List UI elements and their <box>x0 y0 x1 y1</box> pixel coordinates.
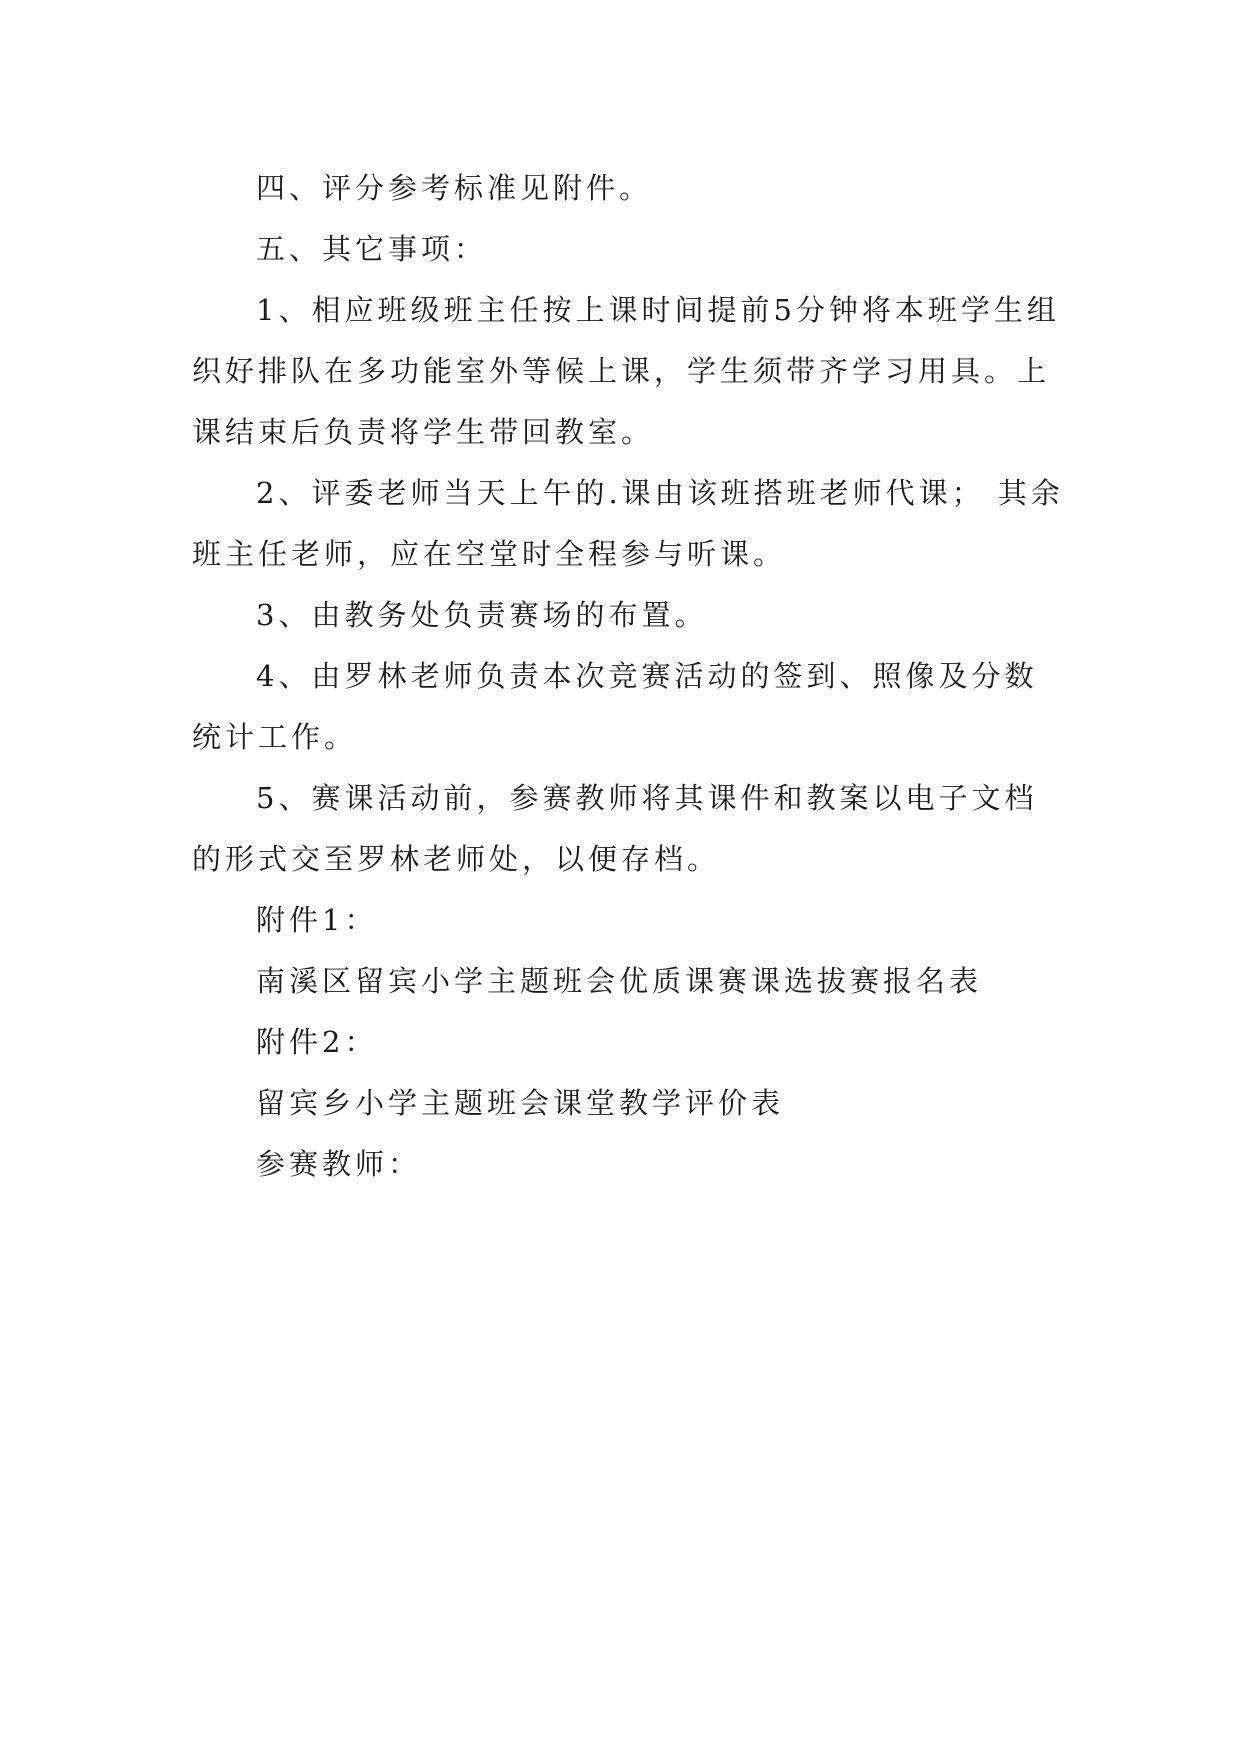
item-2-paragraph: 2、评委老师当天上午的.课由该班搭班老师代课； 其余班主任老师，应在空堂时全程参与听课。 <box>192 476 1064 571</box>
item-4-paragraph: 4、由罗林老师负责本次竞赛活动的签到、照像及分数统计工作。 <box>192 659 1038 754</box>
section-five-heading: 五、其它事项： <box>256 232 488 266</box>
participant-teacher-label: 参赛教师： <box>256 1147 422 1181</box>
attachment-2-label: 附件2： <box>256 1025 378 1059</box>
attachment-1-label: 附件1： <box>256 903 378 937</box>
item-3-paragraph: 3、由教务处负责赛场的布置。 <box>256 598 708 632</box>
attachment-2-title: 留宾乡小学主题班会课堂教学评价表 <box>256 1086 785 1120</box>
attachment-1-title: 南溪区留宾小学主题班会优质课赛课选拔赛报名表 <box>256 964 983 998</box>
document-body <box>192 158 1064 1195</box>
item-1-paragraph: 1、相应班级班主任按上课时间提前5分钟将本班学生组织好排队在多功能室外等候上课，学生须带齐学习用具。上课结束后负责将学生带回教室。 <box>192 293 1060 449</box>
section-four-heading: 四、评分参考标准见附件。 <box>256 171 653 205</box>
item-5-paragraph: 5、赛课活动前，参赛教师将其课件和教案以电子文档的形式交至罗林老师处，以便存档。 <box>192 781 1038 876</box>
